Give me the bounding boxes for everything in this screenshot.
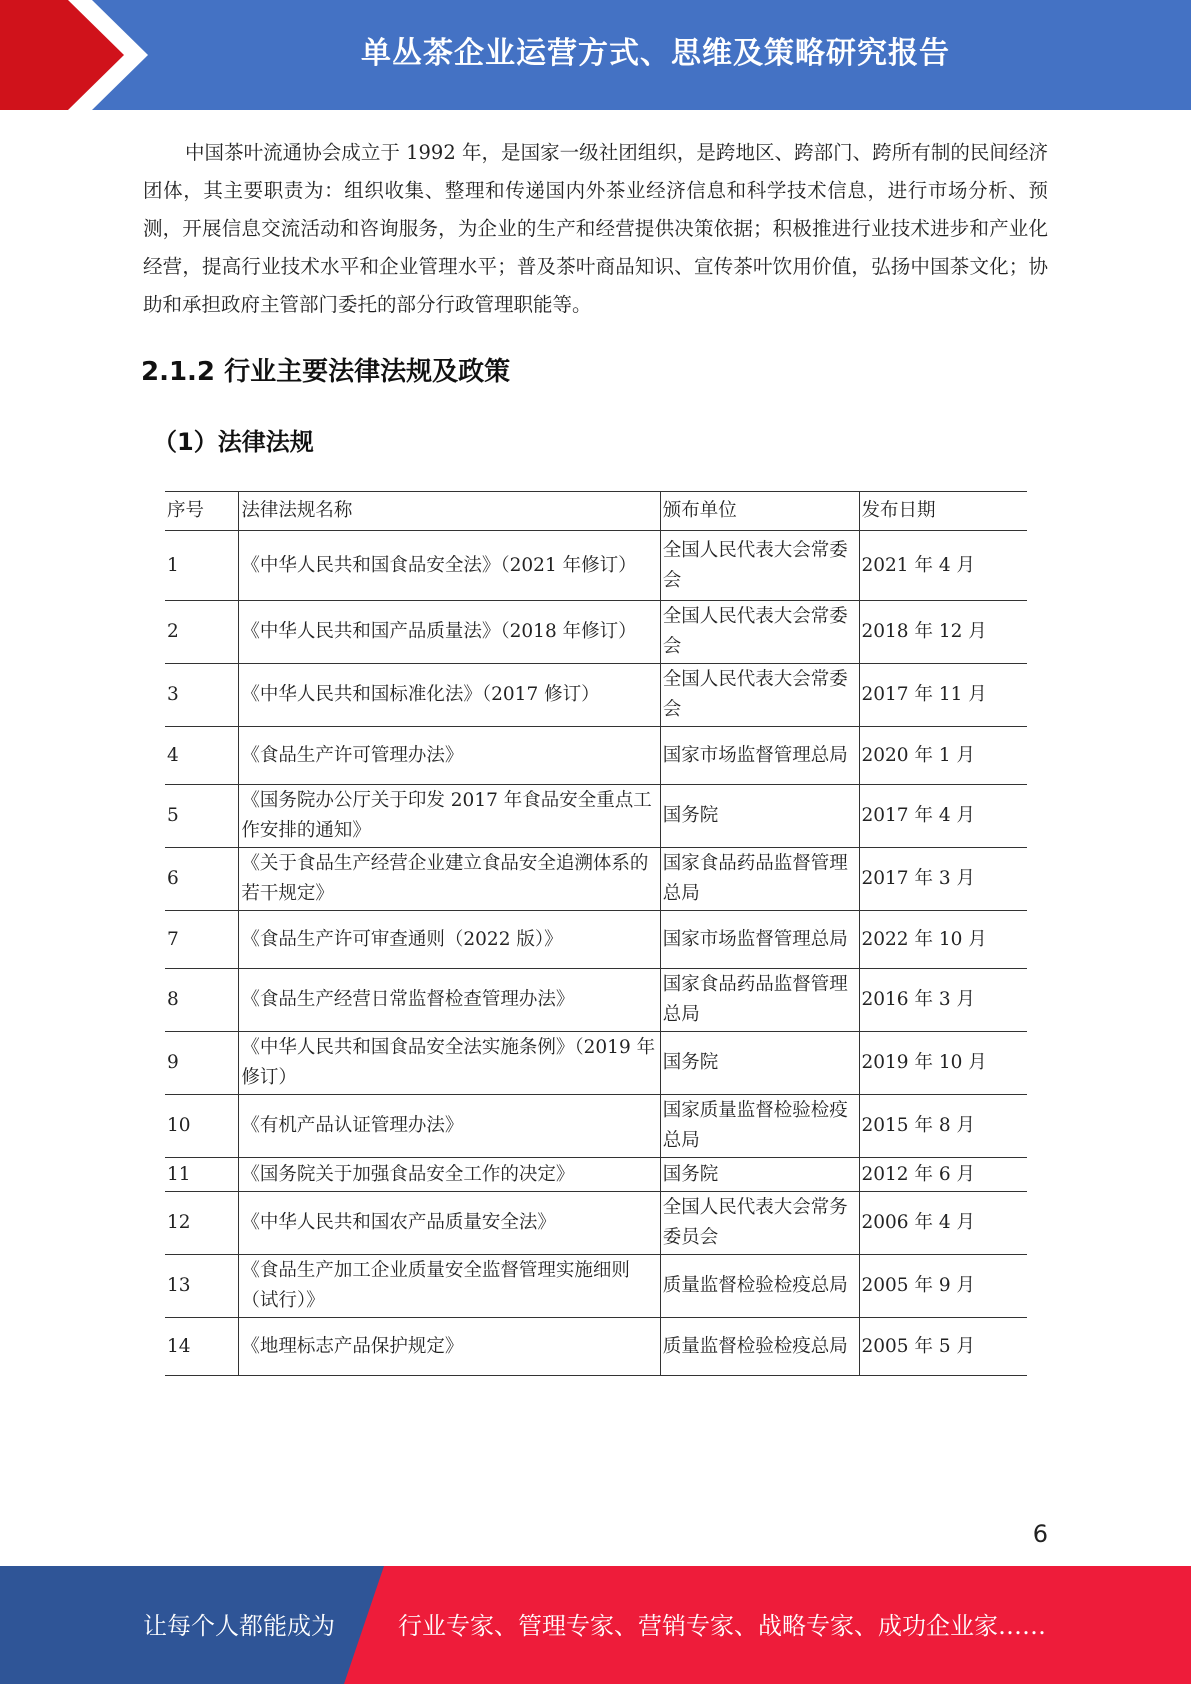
cell-no: 5 — [165, 785, 239, 848]
table-row — [165, 969, 1027, 1032]
cell-issuer: 国家质量监督检验检疫总局 — [660, 1095, 859, 1158]
intro-paragraph: 中国茶叶流通协会成立于 1992 年，是国家一级社团组织，是跨地区、跨部门、跨所有制的民间经济团体，其主要职责为：组织收集、整理和传递国内外茶业经济信息和科学技术信息，进行市场分析、预测，开展信息交流活动和咨询服务，为企业的生产和经营提供决策依据；积极推进行业技术进步和产业化经营，提高行业技术水平和企业管理水平；普及茶叶商品知识、宣传茶叶饮用价值，弘扬中国茶文化；协助和承担政府主管部门委托的部分行政管理职能等。 — [143, 141, 1048, 316]
cell-name: 《食品生产许可管理办法》 — [239, 727, 660, 785]
cell-date: 2019 年 10 月 — [859, 1032, 1027, 1095]
cell-name: 《中华人民共和国食品安全法》（2021 年修订） — [239, 531, 660, 601]
cell-date: 2015 年 8 月 — [859, 1095, 1027, 1158]
cell-no: 4 — [165, 727, 239, 785]
cell-no: 12 — [165, 1192, 239, 1255]
col-header-date: 发布日期 — [859, 492, 1027, 531]
table-row — [165, 531, 1027, 601]
cell-name: 《食品生产许可审查通则（2022 版）》 — [239, 911, 660, 969]
cell-no: 10 — [165, 1095, 239, 1158]
table-header-row — [165, 492, 1027, 531]
cell-issuer: 质量监督检验检疫总局 — [660, 1318, 859, 1376]
cell-date: 2021 年 4 月 — [859, 531, 1027, 601]
cell-name: 《国务院办公厅关于印发 2017 年食品安全重点工作安排的通知》 — [239, 785, 660, 848]
cell-no: 6 — [165, 848, 239, 911]
cell-issuer: 国务院 — [660, 1032, 859, 1095]
cell-date: 2020 年 1 月 — [859, 727, 1027, 785]
cell-name: 《有机产品认证管理办法》 — [239, 1095, 660, 1158]
col-header-name: 法律法规名称 — [239, 492, 660, 531]
table-row — [165, 727, 1027, 785]
table-row — [165, 1255, 1027, 1318]
cell-name: 《中华人民共和国农产品质量安全法》 — [239, 1192, 660, 1255]
cell-issuer: 全国人民代表大会常务委员会 — [660, 1192, 859, 1255]
footer-slogan-right: 行业专家、管理专家、营销专家、战略专家、成功企业家…… — [398, 1612, 1046, 1640]
table-row — [165, 785, 1027, 848]
table-row — [165, 1032, 1027, 1095]
cell-no: 7 — [165, 911, 239, 969]
cell-issuer: 全国人民代表大会常委会 — [660, 664, 859, 727]
cell-issuer: 国家食品药品监督管理总局 — [660, 969, 859, 1032]
footer-banner — [0, 1566, 1191, 1684]
table-row — [165, 664, 1027, 727]
cell-no: 11 — [165, 1158, 239, 1192]
cell-issuer: 国家市场监督管理总局 — [660, 727, 859, 785]
cell-issuer: 全国人民代表大会常委会 — [660, 531, 859, 601]
cell-issuer: 国家市场监督管理总局 — [660, 911, 859, 969]
cell-date: 2017 年 4 月 — [859, 785, 1027, 848]
subsection-heading: （1）法律法规 — [153, 428, 314, 456]
cell-no: 2 — [165, 601, 239, 664]
cell-issuer: 国务院 — [660, 785, 859, 848]
col-header-issuer: 颁布单位 — [660, 492, 859, 531]
cell-name: 《地理标志产品保护规定》 — [239, 1318, 660, 1376]
table-row — [165, 1192, 1027, 1255]
cell-no: 14 — [165, 1318, 239, 1376]
cell-date: 2022 年 10 月 — [859, 911, 1027, 969]
header-banner — [0, 0, 1191, 110]
cell-no: 8 — [165, 969, 239, 1032]
cell-date: 2017 年 3 月 — [859, 848, 1027, 911]
cell-no: 9 — [165, 1032, 239, 1095]
table-row — [165, 1318, 1027, 1376]
table-row — [165, 848, 1027, 911]
table-row — [165, 1095, 1027, 1158]
cell-no: 1 — [165, 531, 239, 601]
footer-slogan-left: 让每个人都能成为 — [143, 1612, 335, 1640]
cell-name: 《关于食品生产经营企业建立食品安全追溯体系的若干规定》 — [239, 848, 660, 911]
cell-name: 《食品生产加工企业质量安全监督管理实施细则（试行）》 — [239, 1255, 660, 1318]
laws-table — [165, 491, 1027, 1376]
cell-date: 2016 年 3 月 — [859, 969, 1027, 1032]
cell-no: 13 — [165, 1255, 239, 1318]
table-row — [165, 1158, 1027, 1192]
cell-no: 3 — [165, 664, 239, 727]
cell-date: 2005 年 5 月 — [859, 1318, 1027, 1376]
cell-issuer: 全国人民代表大会常委会 — [660, 601, 859, 664]
cell-issuer: 质量监督检验检疫总局 — [660, 1255, 859, 1318]
table-row — [165, 601, 1027, 664]
cell-name: 《食品生产经营日常监督检查管理办法》 — [239, 969, 660, 1032]
page-number: 6 — [1032, 1520, 1048, 1548]
cell-name: 《国务院关于加强食品安全工作的决定》 — [239, 1158, 660, 1192]
report-title: 单丛茶企业运营方式、思维及策略研究报告 — [361, 36, 950, 71]
section-heading: 2.1.2 行业主要法律法规及政策 — [141, 357, 511, 387]
cell-name: 《中华人民共和国产品质量法》（2018 年修订） — [239, 601, 660, 664]
cell-name: 《中华人民共和国食品安全法实施条例》（2019 年修订） — [239, 1032, 660, 1095]
table-row — [165, 911, 1027, 969]
cell-date: 2006 年 4 月 — [859, 1192, 1027, 1255]
cell-date: 2005 年 9 月 — [859, 1255, 1027, 1318]
cell-name: 《中华人民共和国标准化法》（2017 修订） — [239, 664, 660, 727]
cell-date: 2012 年 6 月 — [859, 1158, 1027, 1192]
cell-issuer: 国家食品药品监督管理总局 — [660, 848, 859, 911]
cell-issuer: 国务院 — [660, 1158, 859, 1192]
cell-date: 2018 年 12 月 — [859, 601, 1027, 664]
col-header-no: 序号 — [165, 492, 239, 531]
cell-date: 2017 年 11 月 — [859, 664, 1027, 727]
